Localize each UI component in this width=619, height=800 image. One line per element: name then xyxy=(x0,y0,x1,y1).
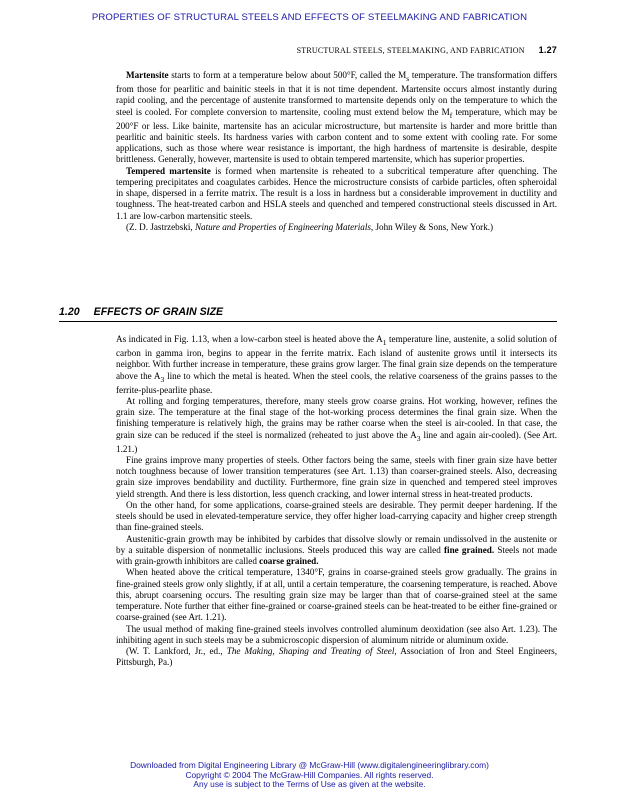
body-paragraph-2: At rolling and forging temperatures, therefore, many steels grow coarse grains. Hot working, however, refines the grain size. The temperature at the final stage of the hot-working process determines the final grain size. When the finishing temperature is relatively high, the grains may be rather coarse when the steel is air-cooled. In that case, the grain size can be reduced if the steel is normalized (reheated to just above the $A_3$ line and again air-cooled). (See Art. 1.21.) xyxy=(116,395,557,454)
top-text-block xyxy=(116,70,557,233)
body-paragraph-6: When heated above the critical temperature, 1340°F, grains in coarse-grained steels grow gradually. The grains in fine-grained steels grow only slightly, if at all, until a certain temperature, the coarsening temperature, is reached. Above this, abrupt coarsening occurs. The resulting grain size may be larger than that of coarse-grained steel at the same temperature. Note further that either fine-grained or coarse-grained steels can be heat-treated to be either fine-grained or coarse-grained (see Art. 1.21). xyxy=(116,567,557,623)
martensite-paragraph: Martensite starts to form at a temperature below about 500°F, called the $M_s$ temperature. The transformation differs from those for pearlitic and bainitic steels in that it is not time dependent. Martensite occurs almost instantly during rapid cooling, and the percentage of austenite transformed to martensite depends only on the temperature to which the steel is cooled. For complete conversion to martensite, cooling must extend below the $M_f$ temperature, which may be 200°F or less. Like bainite, martensite has an acicular microstructure, but martensite is harder and more brittle than pearlitic and bainitic steels. Its hardness varies with carbon content and to some extent with cooling rate. For some applications, such as those where wear resistance is important, the high hardness of martensite is desirable, despite brittleness. Generally, however, martensite is used to obtain tempered martensite, which has superior properties. xyxy=(116,70,557,165)
section-heading xyxy=(59,306,557,322)
page-banner: PROPERTIES OF STRUCTURAL STEELS AND EFFECTS OF STEELMAKING AND FABRICATION xyxy=(91,12,528,23)
body-paragraph-7: The usual method of making fine-grained steels involves controlled aluminum deoxidation (see also Art. 1.23). The inhibiting agent in such steels may be a submicroscopic dispersion of aluminum nitride or aluminum oxide. xyxy=(116,623,557,645)
body-paragraph-5: Austenitic-grain growth may be inhibited by carbides that dissolve slowly or remain undissolved in the austenite or by a suitable dispersion of nonmetallic inclusions. Steels produced this way are called fine grained. Steels not made with grain-growth inhibitors are called coarse grained. xyxy=(116,533,558,567)
term-martensite: Martensite xyxy=(126,70,169,80)
running-head-title: STRUCTURAL STEELS, STEELMAKING, AND FABRICATION xyxy=(296,46,525,55)
footer-copyright-line: Copyright © 2004 The McGraw-Hill Companies. All rights reserved. xyxy=(185,769,434,780)
section-body xyxy=(116,334,557,669)
running-head xyxy=(116,45,557,55)
citation-lankford: (W. T. Lankford, Jr., ed., The Making, Shaping and Treating of Steel, Association of Iron and Steel Engineers, Pittsburgh, Pa.) xyxy=(116,646,557,668)
body-paragraph-4: On the other hand, for some applications, coarse-grained steels are desirable. They permit deeper hardening. If the steels should be used in elevated-temperature service, they offer higher load-carrying capacity and higher creep strength than fine-grained steels. xyxy=(116,499,557,533)
footer-terms-line[interactable]: Any use is subject to the Terms of Use as given at the website. xyxy=(193,779,426,790)
term-tempered-martensite: Tempered martensite xyxy=(126,165,211,176)
body-paragraph-3: Fine grains improve many properties of steels. Other factors being the same, steels with finer grain size have better notch toughness because of lower transition temperatures (see Art. 1.13) than coarser-grained steels. Also, decreasing grain size improves bendability and ductility. Furthermore, fine grain size in quenched and tempered steel improves yield strength. And there is less distortion, less quench cracking, and lower internal stress in heat-treated products. xyxy=(116,454,557,499)
page-footer xyxy=(0,761,619,790)
citation-jastrzebski: (Z. D. Jastrzebski, Nature and Properties of Engineering Materials, John Wiley & Sons, New York.) xyxy=(126,221,494,232)
section-title: EFFECTS OF GRAIN SIZE xyxy=(93,306,224,318)
body-paragraph-1: As indicated in Fig. 1.13, when a low-carbon steel is heated above the $A_1$ temperature line, austenite, a solid solution of carbon in gamma iron, begins to appear in the ferrite matrix. Each island of austenite grows until it intersects its neighbor. With further increase in temperature, these grains grow larger. The final grain size depends on the temperature above the $A_3$ line to which the metal is heated. When the steel cools, the relative coarseness of the grains passes to the ferrite-plus-pearlite phase. xyxy=(116,334,558,395)
footer-download-line[interactable]: Downloaded from Digital Engineering Library @ McGraw-Hill (www.digitalengineeringlibrary.com) xyxy=(130,760,489,770)
section-number: 1.20 xyxy=(59,306,80,318)
tempered-martensite-paragraph: Tempered martensite is formed when martensite is reheated to a subcritical temperature after quenching. The tempering precipitates and coagulates carbides. Hence the microstructure consists of carbide particles, often spheroidal in shape, dispersed in a ferrite matrix. The result is a loss in hardness but a considerable improvement in ductility and toughness. The heat-treated carbon and HSLA steels and quenched and tempered constructional steels discussed in Art. 1.1 are low-carbon martensitic steels. xyxy=(116,165,557,221)
page-number: 1.27 xyxy=(538,45,557,55)
